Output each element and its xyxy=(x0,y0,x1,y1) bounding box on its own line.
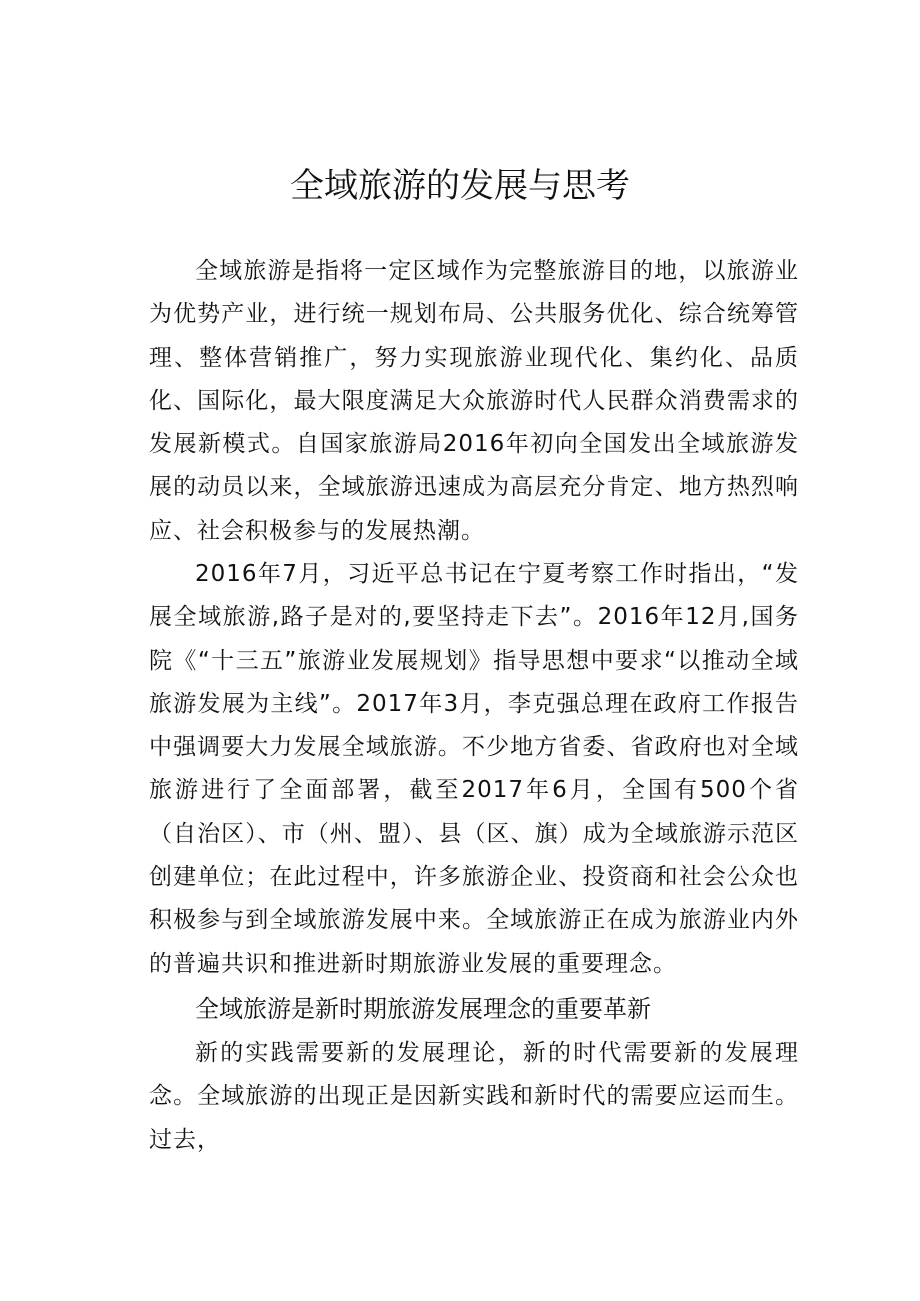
paragraph-policy-history: 2016年7月，习近平总书记在宁夏考察工作时指出，“发展全域旅游,路子是对的,要坚持走下去”。2016年12月,国务院《“十三五”旅游业发展规划》指导思想中要求“以推动全域旅游发展为主线”。2017年3月，李克强总理在政府工作报告中强调要大力发展全域旅游。不少地方省委、省政府也对全域旅游进行了全面部署，截至2017年6月，全国有500个省（自治区）、市（州、盟）、县（区、旗）成为全域旅游示范区创建单位；在此过程中，许多旅游企业、投资商和社会公众也积极参与到全域旅游发展中来。全域旅游正在成为旅游业内外的普遍共识和推进新时期旅游业发展的重要理念。 xyxy=(149,561,799,977)
paragraph-definition: 全域旅游是指将一定区域作为完整旅游目的地，以旅游业为优势产业，进行统一规划布局、公共服务优化、综合统筹管理、整体营销推广，努力实现旅游业现代化、集约化、品质化、国际化，最大限度满足大众旅游时代人民群众消费需求的发展新模式。自国家旅游局2016年初向全国发出全域旅游发展的动员以来，全域旅游迅速成为高层充分肯定、地方热烈响应、社会积极参与的发展热潮。 xyxy=(149,258,799,544)
section-heading: 全域旅游是新时期旅游发展理念的重要革新 xyxy=(195,995,651,1023)
section-paragraph: 新的实践需要新的发展理论，新的时代需要新的发展理念。全域旅游的出现正是因新实践和新时代的需要应运而生。过去， xyxy=(149,1040,799,1153)
document-title: 全域旅游的发展与思考 xyxy=(290,166,630,206)
